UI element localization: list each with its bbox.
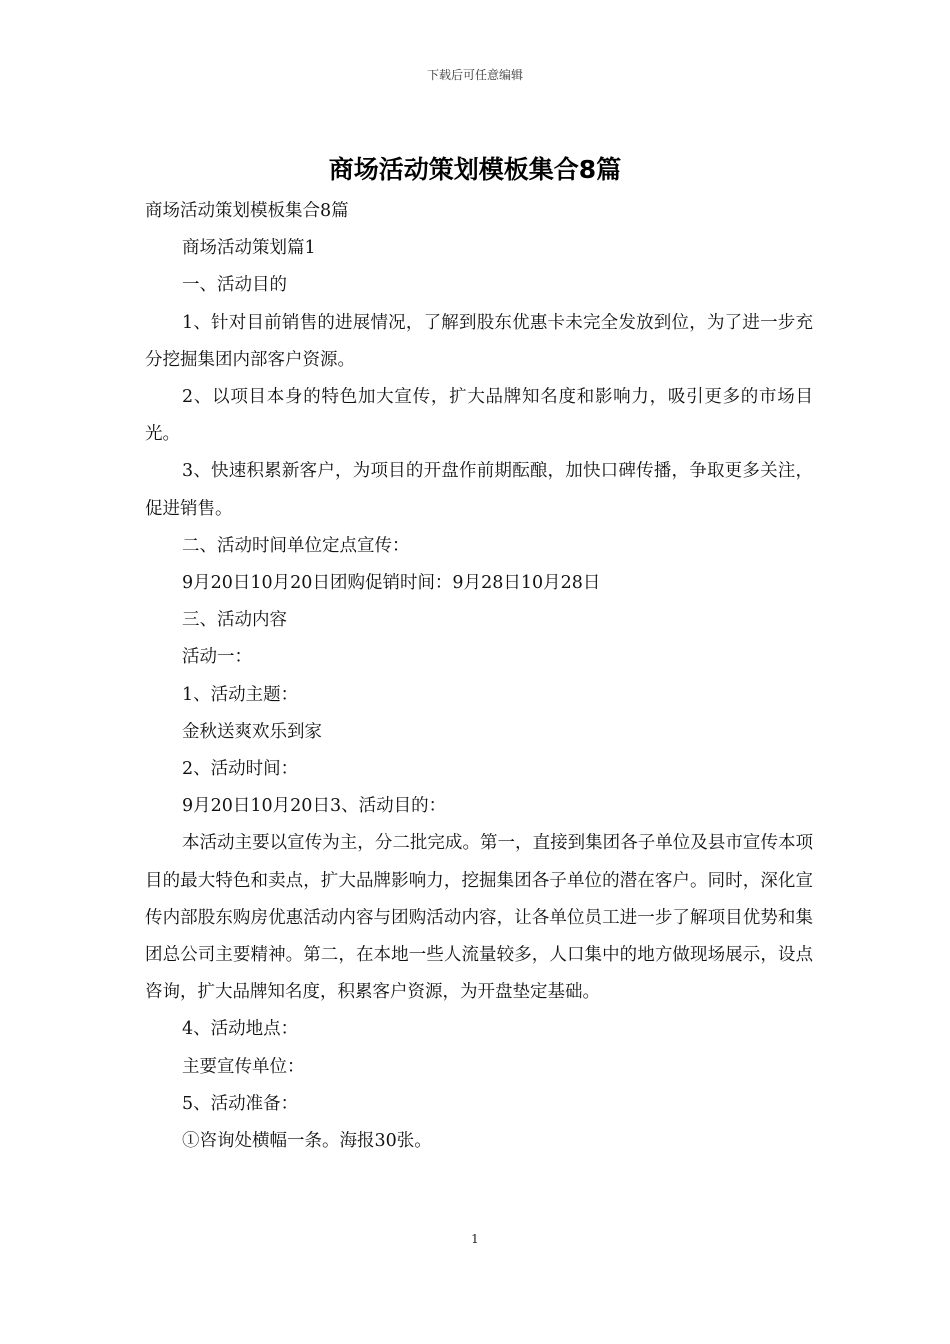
section-heading: 一、活动目的 bbox=[182, 275, 287, 296]
paragraph: 活动一： bbox=[182, 647, 252, 668]
paragraph: 1、针对目前销售的进展情况，了解到股东优惠卡未完全发放到位，为了进一步充分挖掘集团内部客户资源。 bbox=[145, 312, 813, 370]
paragraph: 2、活动时间： bbox=[182, 759, 299, 780]
paragraph: 9月20日10月20日3、活动目的： bbox=[182, 796, 447, 817]
paragraph: 4、活动地点： bbox=[182, 1019, 299, 1040]
section-heading: 二、活动时间单位定点宣传： bbox=[182, 535, 410, 556]
page-header: 下载后可任意编辑 bbox=[426, 68, 523, 82]
paragraph: 商场活动策划篇1 bbox=[182, 238, 316, 259]
paragraph: 9月20日10月20日团购促销时间：9月28日10月28日 bbox=[182, 573, 601, 594]
paragraph: 商场活动策划模板集合8篇 bbox=[145, 201, 349, 221]
page-number: 1 bbox=[471, 1232, 479, 1246]
paragraph: 金秋送爽欢乐到家 bbox=[182, 721, 322, 742]
paragraph: 5、活动准备： bbox=[182, 1093, 299, 1114]
section-heading: 三、活动内容 bbox=[182, 610, 287, 631]
document-body bbox=[145, 193, 813, 1160]
paragraph: 2、以项目本身的特色加大宣传，扩大品牌知名度和影响力，吸引更多的市场目光。 bbox=[145, 387, 813, 445]
document-title: 商场活动策划模板集合8篇 bbox=[328, 155, 622, 184]
paragraph: 主要宣传单位： bbox=[182, 1056, 305, 1077]
paragraph: 1、活动主题： bbox=[182, 684, 299, 705]
paragraph: 本活动主要以宣传为主，分二批完成。第一，直接到集团各子单位及县市宣传本项目的最大特色和卖点，扩大品牌影响力，挖掘集团各子单位的潜在客户。同时，深化宣传内部股东购房优惠活动内容与团购活动内容，让各单位员工进一步了解项目优势和集团总公司主要精神。第二，在本地一些人流量较多，人口集中的地方做现场展示，设点咨询，扩大品牌知名度，积累客户资源，为开盘垫定基础。 bbox=[145, 833, 813, 1003]
paragraph: ①咨询处横幅一条。海报30张。 bbox=[182, 1131, 432, 1152]
paragraph: 3、快速积累新客户，为项目的开盘作前期酝酿，加快口碑传播，争取更多关注，促进销售。 bbox=[145, 461, 813, 519]
